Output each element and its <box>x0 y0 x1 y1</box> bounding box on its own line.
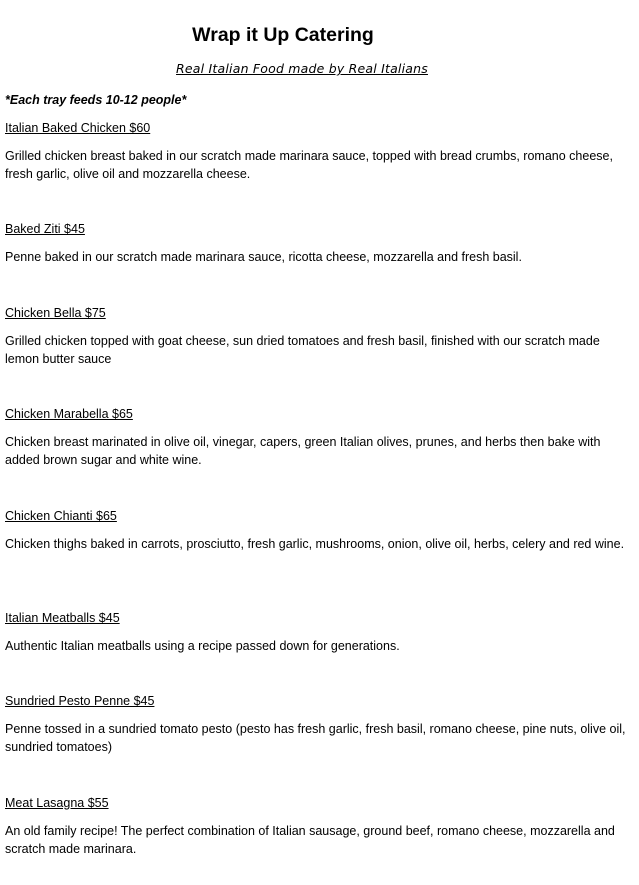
menu-item <box>5 507 635 553</box>
menu-item-name: Meat Lasagna $55 <box>5 796 109 810</box>
menu-item <box>5 609 635 655</box>
menu-item <box>5 304 635 368</box>
menu-item <box>5 794 635 858</box>
menu-item-description: Chicken breast marinated in olive oil, vinegar, capers, green Italian olives, prunes, and herbs then bake with added brown sugar and white wine. <box>5 435 601 467</box>
menu-item <box>5 119 635 183</box>
menu-item-description: An old family recipe! The perfect combination of Italian sausage, ground beef, romano cheese, mozzarella and scratch made marinara. <box>5 824 615 856</box>
serving-note: *Each tray feeds 10-12 people* <box>5 93 187 107</box>
menu-item-name: Baked Ziti $45 <box>5 222 85 236</box>
menu-item-name: Chicken Bella $75 <box>5 306 106 320</box>
menu-item-name: Sundried Pesto Penne $45 <box>5 694 155 708</box>
menu-item-description: Grilled chicken topped with goat cheese, sun dried tomatoes and fresh basil, finished with our scratch made lemon butter sauce <box>5 334 600 366</box>
page-title: Wrap it Up Catering <box>192 24 374 46</box>
menu-item-description: Penne baked in our scratch made marinara sauce, ricotta cheese, mozzarella and fresh basil. <box>5 250 522 264</box>
menu-item-description: Grilled chicken breast baked in our scratch made marinara sauce, topped with bread crumbs, romano cheese, fresh garlic, olive oil and mozzarella cheese. <box>5 149 613 181</box>
menu-item <box>5 220 635 266</box>
tagline: Real Italian Food made by Real Italians <box>176 61 428 76</box>
menu-item-name: Italian Baked Chicken $60 <box>5 121 151 135</box>
menu-item <box>5 692 635 756</box>
menu-item-name: Chicken Marabella $65 <box>5 407 133 421</box>
menu-item-description: Authentic Italian meatballs using a recipe passed down for generations. <box>5 639 400 653</box>
menu-item <box>5 405 635 469</box>
menu-item-name: Chicken Chianti $65 <box>5 509 117 523</box>
menu-item-description: Penne tossed in a sundried tomato pesto (pesto has fresh garlic, fresh basil, romano cheese, pine nuts, olive oil, sundried tomatoes) <box>5 722 626 754</box>
menu-item-name: Italian Meatballs $45 <box>5 611 120 625</box>
menu-item-description: Chicken thighs baked in carrots, prosciutto, fresh garlic, mushrooms, onion, olive oil, herbs, celery and red wine. <box>5 537 625 551</box>
